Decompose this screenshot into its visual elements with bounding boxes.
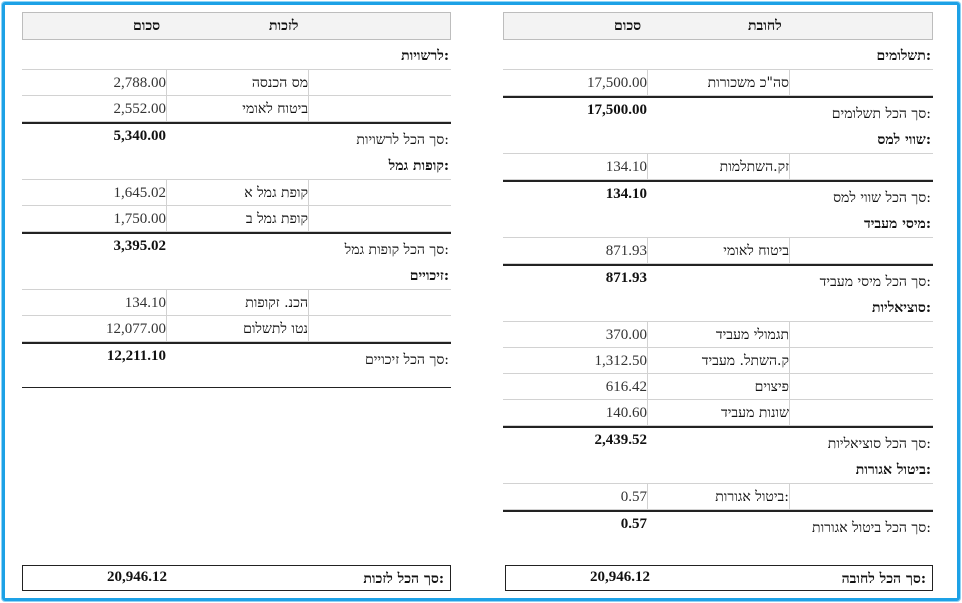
credit-section-total-label: סך הכל לרשויות: [356,132,449,148]
credit-item-value: 2,552.00 [113,101,166,117]
debit-item-value: 1,312.50 [594,353,647,369]
credit-item-label: מס הכנסה [251,75,308,91]
credit-item-value: 2,788.00 [113,75,166,91]
credit-section-title: לרשויות: [401,48,449,64]
debit-item-value: 17,500.00 [587,75,647,91]
debit-grand-total-value: 20,946.12 [590,569,650,585]
debit-item-label: פיצוים [754,379,789,395]
debit-item-label: זק.השתלמות [719,159,789,175]
debit-section-title-row [503,208,933,238]
credit-section-title-row [22,40,451,70]
column-divider [308,96,309,121]
column-divider [647,70,648,95]
credit-grand-total-value: 20,946.12 [107,569,167,585]
credit-section-total-label: סך הכל זיכויים: [365,352,449,368]
column-divider [166,316,167,341]
table-row [22,289,451,316]
column-divider [789,238,790,263]
debit-item-label: תגמולי מעביד [715,327,789,343]
debit-item-label: סה"כ משכורות [707,75,789,91]
debit-section-title-row [503,124,933,154]
debit-item-label: ק.השתל. מעביד [701,353,789,369]
credit-section-title: זיכויים: [409,268,449,284]
credit-amount-header: סכום [133,18,161,34]
table-row [22,205,451,232]
debit-section-title: ביטול אגורות: [855,462,931,478]
credit-section-title: קופות גמל: [388,158,449,174]
column-divider [308,180,309,205]
credit-label-header: לזכות [269,18,299,34]
debit-item-label: שונות מעביד [721,405,789,421]
table-row [503,347,933,374]
column-divider [647,374,648,399]
column-divider [789,400,790,425]
table-row [503,153,933,180]
column-divider [166,180,167,205]
column-divider [308,206,309,231]
column-divider [647,154,648,179]
debit-amount-header: סכום [614,18,642,34]
table-row [22,69,451,96]
debit-section-total-label: סך הכל סוציאליות: [827,436,931,452]
column-divider [789,348,790,373]
column-divider [166,96,167,121]
column-divider [166,206,167,231]
credit-item-label: קופת גמל ב [245,211,308,227]
credit-item-label: ביטוח לאומי [242,101,308,117]
column-divider [647,484,648,509]
column-divider [308,70,309,95]
debit-section-total-row [503,264,933,292]
credit-item-label: הכנ. זקופות [245,295,308,311]
table-row [503,373,933,400]
debit-item-value: 616.42 [605,379,647,395]
table-row [22,95,451,122]
table-row [503,483,933,510]
credit-item-value: 12,077.00 [106,321,166,337]
column-divider [647,400,648,425]
credit-item-value: 1,645.02 [113,185,166,201]
debit-item-value: 134.10 [605,159,647,175]
debit-section-total-value: 134.10 [605,186,647,202]
debit-label-header: לחובת [748,18,782,34]
debit-section-title-row [503,454,933,484]
table-row [503,321,933,348]
column-divider [789,70,790,95]
debit-section-total-row [503,510,933,538]
credit-section-total-row [22,122,451,150]
column-divider [789,322,790,347]
debit-item-value: 140.60 [605,405,647,421]
credit-section-total-label: סך הכל קופות גמל: [344,242,449,258]
debit-section-total-label: סך הכל ביטול אגורות: [812,520,931,536]
debit-section-title: שווי למס: [877,132,931,148]
debit-section-total-value: 2,439.52 [594,432,647,448]
column-divider [789,374,790,399]
debit-item-label: ביטוח לאומי [723,243,789,259]
debit-section-total-label: סך הכל מיסי מעביד: [819,274,931,290]
debit-section-title: מיסי מעביד: [863,216,931,232]
credit-section-total-row [22,232,451,260]
credit-grand-total-label: סך הכל לזכות: [363,571,444,587]
credit-panel [22,12,451,388]
credit-section-total-value: 5,340.00 [113,128,166,144]
debit-header [503,12,933,40]
debit-section-total-row [503,96,933,124]
column-divider [789,154,790,179]
credit-item-value: 1,750.00 [113,211,166,227]
table-row [503,399,933,426]
table-row [503,69,933,96]
credit-item-label: קופת גמל א [244,185,308,201]
credit-item-value: 134.10 [124,295,166,311]
column-divider [308,290,309,315]
debit-section-title: תשלומים: [876,48,931,64]
debit-panel [503,12,933,538]
credit-section-title-row [22,150,451,180]
debit-item-value: 0.57 [620,489,647,505]
credit-section-total-value: 12,211.10 [106,348,166,364]
credit-section-title-row [22,260,451,290]
table-row [22,179,451,206]
debit-item-label: ביטול אגורות: [715,489,789,505]
debit-item-value: 871.93 [605,243,647,259]
debit-grand-total [505,565,933,591]
debit-section-title: סוציאליות: [871,300,931,316]
credit-body [22,40,451,388]
table-row [503,237,933,264]
debit-section-total-value: 0.57 [620,516,647,532]
column-divider [647,348,648,373]
column-divider [166,70,167,95]
credit-section-total-row [22,342,451,370]
credit-header [22,12,451,40]
credit-item-label: נטו לתשלום [243,321,308,337]
debit-section-total-value: 871.93 [605,270,647,286]
debit-section-title-row [503,40,933,70]
debit-section-total-row [503,426,933,454]
debit-section-total-label: סך הכל שווי למס: [833,190,931,206]
column-divider [166,290,167,315]
debit-item-value: 370.00 [605,327,647,343]
column-divider [647,238,648,263]
credit-grand-total [22,565,451,591]
debit-body [503,40,933,538]
column-divider [647,322,648,347]
debit-section-title-row [503,292,933,322]
debit-section-total-label: סך הכל תשלומים: [831,106,931,122]
column-divider [789,484,790,509]
debit-grand-total-label: סך הכל לחובה: [841,571,926,587]
table-row [22,315,451,342]
column-divider [308,316,309,341]
credit-section-total-value: 3,395.02 [113,238,166,254]
debit-section-total-row [503,180,933,208]
credit-end-rule [22,370,451,388]
debit-section-total-value: 17,500.00 [587,102,647,118]
